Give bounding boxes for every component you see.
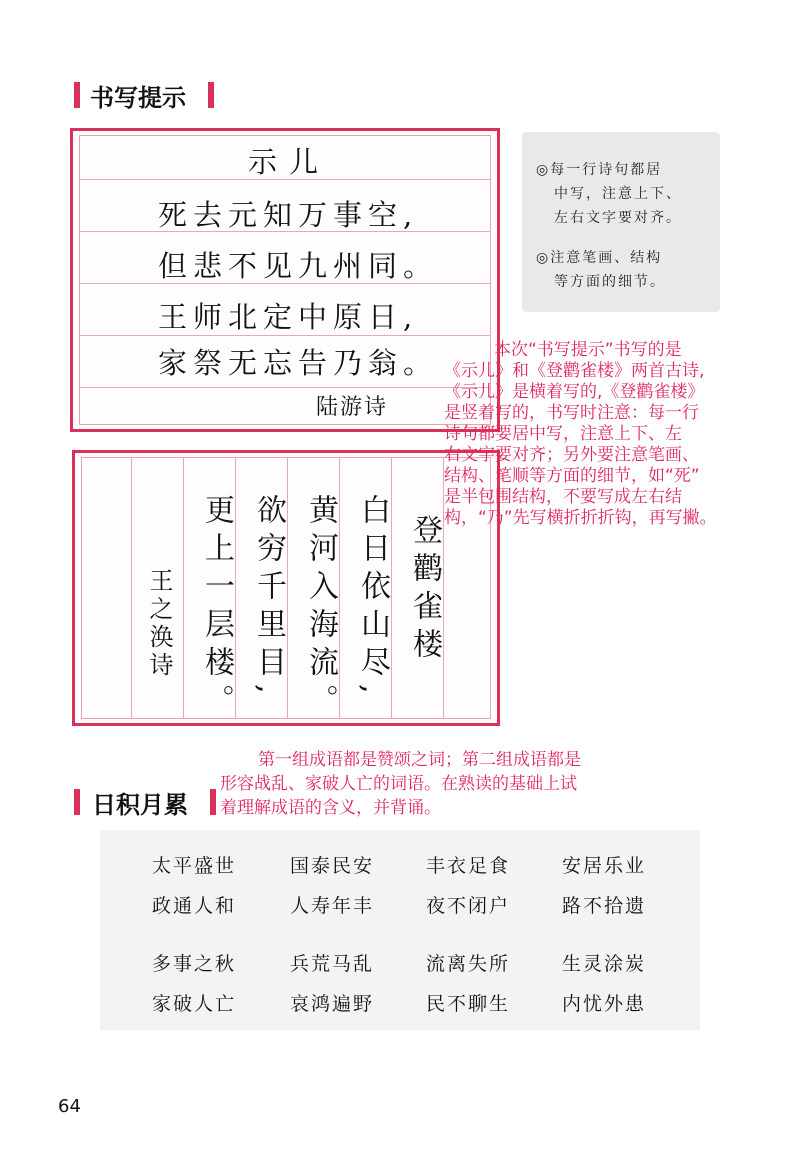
- annotation-line: 构，“乃”先写横折折折钩，再写撇。: [444, 508, 717, 528]
- idiom: 多事之秋: [152, 953, 237, 975]
- poem-title-vertical: 登鹳雀楼: [407, 514, 442, 666]
- hint-text: 等方面的细节。: [554, 274, 666, 290]
- section-title-writing-tips: 书写提示: [90, 84, 186, 112]
- idiom: 家破人亡: [152, 993, 237, 1015]
- hint-text: 中写，注意上下、: [554, 186, 682, 202]
- annotation-writing: [444, 340, 717, 529]
- title-bar-left: [74, 789, 80, 815]
- ruled-line: [131, 457, 132, 719]
- poem-line-2: 但悲不见九州同。: [158, 249, 439, 283]
- poem-author-vertical: 王之涣诗: [145, 568, 173, 680]
- annotation-line: 《示儿》和《登鹳雀楼》两首古诗,: [444, 361, 705, 381]
- hint-text: 左右文字要对齐。: [554, 210, 682, 226]
- annotation-line: 是半包围结构，不要写成左右结: [444, 487, 682, 507]
- annotation-line: 诗句都要居中写，注意上下、左: [444, 424, 682, 444]
- poem-col-1: 白日依山尽,: [355, 494, 390, 702]
- annotation-line: 是竖着写的，书写时注意：每一行: [444, 403, 699, 423]
- hint-box: [522, 132, 720, 312]
- poem-line-4: 家祭无忘告乃翁。: [158, 346, 439, 380]
- poem-col-3: 欲穷千里目,: [251, 494, 286, 702]
- poem-line-1: 死去元知万事空,: [158, 198, 419, 232]
- idiom: 路不拾遗: [562, 895, 647, 917]
- idiom: 内忧外患: [562, 993, 647, 1015]
- idiom: 兵荒马乱: [290, 953, 375, 975]
- idiom: 夜不闭户: [426, 895, 511, 917]
- idiom: 哀鸿遍野: [290, 993, 375, 1015]
- title-bar-right: [210, 789, 216, 815]
- section-title-daily-accumulation: 日积月累: [92, 791, 188, 819]
- hint-text: ◎注意笔画、结构: [536, 250, 663, 266]
- annotation-line: 着理解成语的含义，并背诵。: [220, 798, 441, 818]
- poem-author: 陆游诗: [316, 395, 389, 420]
- annotation-line: 本次“书写提示”书写的是: [494, 340, 682, 360]
- annotation-idioms: [220, 748, 581, 820]
- idiom: 丰衣足食: [426, 855, 511, 877]
- idiom: 人寿年丰: [290, 895, 375, 917]
- poem-title: 示儿: [248, 145, 331, 179]
- poem-col-2: 黄河入海流。: [303, 494, 338, 722]
- title-bar-left: [74, 82, 80, 108]
- annotation-line: 右文字要对齐；另外要注意笔画、: [444, 445, 699, 465]
- idiom: 政通人和: [152, 895, 237, 917]
- annotation-line: 第一组成语都是赞颂之词；第二组成语都是: [258, 750, 581, 770]
- ruled-line: [79, 387, 491, 388]
- annotation-line: 结构、笔顺等方面的细节，如“死”: [444, 466, 700, 486]
- poem-line-3: 王师北定中原日,: [158, 300, 419, 334]
- hint-item-2: [536, 246, 666, 294]
- title-bar-right: [208, 82, 214, 108]
- annotation-line: 《示儿》是横着写的,《登鹳雀楼》: [444, 382, 705, 402]
- annotation-line: 形容战乱、家破人亡的词语。在熟读的基础上试: [220, 774, 577, 794]
- idiom: 民不聊生: [426, 993, 511, 1015]
- hint-text: ◎每一行诗句都居: [536, 162, 663, 178]
- poem-col-4: 更上一层楼。: [199, 494, 234, 722]
- idiom: 太平盛世: [152, 855, 237, 877]
- ruled-line: [183, 457, 184, 719]
- idiom: 流离失所: [426, 953, 511, 975]
- idiom: 国泰民安: [290, 855, 375, 877]
- hint-item-1: [536, 158, 682, 230]
- idiom: 生灵涂炭: [562, 953, 647, 975]
- idiom: 安居乐业: [562, 855, 647, 877]
- page-number: 64: [58, 1096, 81, 1117]
